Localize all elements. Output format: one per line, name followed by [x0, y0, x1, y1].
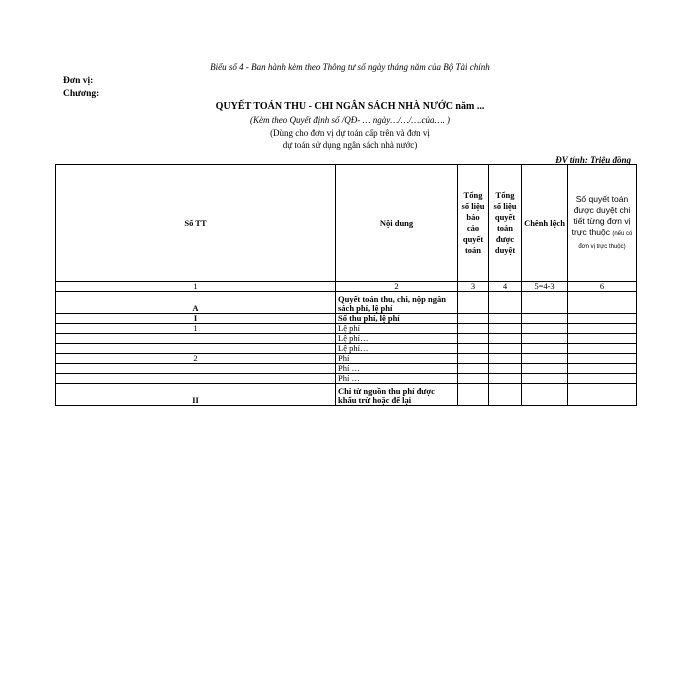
row-content: Phí …	[336, 374, 458, 384]
table-row	[56, 292, 637, 314]
table-row	[56, 334, 637, 344]
column-index-row	[56, 282, 637, 292]
index-cell: 4	[489, 282, 522, 292]
value-cell	[522, 314, 568, 324]
col-header-reported-total: Tổng số liệu báo cáo quyết toán	[458, 165, 489, 282]
settlement-table	[55, 164, 637, 406]
value-cell	[458, 314, 489, 324]
chapter-label: Chương:	[63, 89, 100, 99]
row-content: Quyết toán thu, chi, nộp ngân sách phí, lệ phí	[336, 292, 458, 314]
value-cell	[489, 364, 522, 374]
usage-note-line2: dự toán sử dụng ngân sách nhà nước)	[282, 140, 418, 150]
value-cell	[522, 364, 568, 374]
table-row	[56, 364, 637, 374]
col-header-stt: Số TT	[56, 165, 336, 282]
col-header-content: Nội dung	[336, 165, 458, 282]
row-stt: A	[56, 292, 336, 314]
document-subtitle: (Kèm theo Quyết định số /QĐ- … ngày…/…/….của…. )	[250, 115, 450, 125]
value-cell	[522, 354, 568, 364]
index-cell: 5=4-3	[522, 282, 568, 292]
index-cell: 3	[458, 282, 489, 292]
usage-note-line1: (Dùng cho đơn vị dự toán cấp trên và đơn vị	[270, 128, 430, 138]
row-content: Lệ phí…	[336, 344, 458, 354]
row-content: Phí …	[336, 364, 458, 374]
index-cell: 2	[336, 282, 458, 292]
row-stt: 2	[56, 354, 336, 364]
value-cell	[458, 364, 489, 374]
value-cell	[458, 292, 489, 314]
table-row	[56, 354, 637, 364]
table-header-row	[56, 165, 637, 282]
value-cell	[489, 374, 522, 384]
value-cell	[568, 292, 637, 314]
index-cell: 6	[568, 282, 637, 292]
value-cell	[489, 384, 522, 406]
value-cell	[522, 344, 568, 354]
row-stt	[56, 364, 336, 374]
table-row	[56, 324, 637, 334]
row-stt: II	[56, 384, 336, 406]
value-cell	[522, 374, 568, 384]
value-cell	[489, 354, 522, 364]
row-content: Lệ phí	[336, 324, 458, 334]
document-title: QUYẾT TOÁN THU - CHI NGÂN SÁCH NHÀ NƯỚC năm ...	[215, 101, 485, 112]
value-cell	[568, 334, 637, 344]
value-cell	[568, 384, 637, 406]
value-cell	[489, 324, 522, 334]
row-stt	[56, 374, 336, 384]
row-stt	[56, 344, 336, 354]
row-stt: I	[56, 314, 336, 324]
value-cell	[458, 324, 489, 334]
table-row	[56, 314, 637, 324]
col-header-approved-total: Tổng số liệu quyết toán được duyệt	[489, 165, 522, 282]
value-cell	[458, 354, 489, 364]
table-row	[56, 344, 637, 354]
value-cell	[568, 314, 637, 324]
value-cell	[522, 292, 568, 314]
value-cell	[568, 374, 637, 384]
col-header-difference: Chênh lệch	[522, 165, 568, 282]
col-header-unit-detail-note: (nếu có đơn vị trực thuộc)	[578, 230, 633, 250]
row-stt	[56, 334, 336, 344]
value-cell	[458, 374, 489, 384]
value-cell	[568, 364, 637, 374]
table-row	[56, 374, 637, 384]
col-header-unit-detail: Số quyết toán được duyệt chi tiết từng đơn vị trực thuộc (nếu có đơn vị trực thuộc)	[568, 165, 637, 282]
value-cell	[522, 334, 568, 344]
form-reference-note: Biểu số 4 - Ban hành kèm theo Thông tư số ngày tháng năm của Bộ Tài chính	[210, 62, 490, 72]
row-content: Lệ phí…	[336, 334, 458, 344]
value-cell	[489, 314, 522, 324]
row-content: Chi từ nguồn thu phí được khấu trừ hoặc để lại	[336, 384, 458, 406]
value-cell	[489, 344, 522, 354]
row-content: Số thu phí, lệ phí	[336, 314, 458, 324]
value-cell	[458, 344, 489, 354]
row-content: Phí	[336, 354, 458, 364]
value-cell	[458, 384, 489, 406]
value-cell	[568, 344, 637, 354]
table-row	[56, 384, 637, 406]
value-cell	[458, 334, 489, 344]
unit-label: Đơn vị:	[63, 76, 94, 86]
value-cell	[489, 334, 522, 344]
row-stt: 1	[56, 324, 336, 334]
value-cell	[568, 324, 637, 334]
value-cell	[522, 324, 568, 334]
value-cell	[489, 292, 522, 314]
currency-unit: ĐV tính: Triệu đồng	[555, 155, 631, 165]
index-cell: 1	[56, 282, 336, 292]
value-cell	[568, 354, 637, 364]
value-cell	[522, 384, 568, 406]
